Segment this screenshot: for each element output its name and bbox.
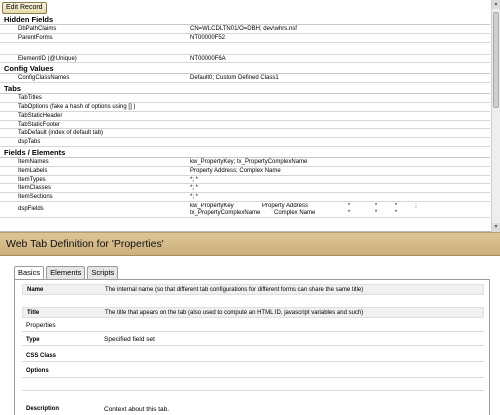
row-value: Property Address; Complex Name <box>190 167 281 174</box>
table-row <box>0 138 490 147</box>
row-value: *; * <box>190 194 199 201</box>
row-label: TabDefault (index of default tab) <box>18 130 104 137</box>
section-header-tabs: Tabs <box>0 83 490 94</box>
row-label: ItemClasses <box>18 185 52 192</box>
type-field-row <box>22 334 484 346</box>
dsp-cell: tx_PropertyComplexName <box>190 209 261 216</box>
table-row <box>0 167 490 176</box>
dsp-cell: * <box>374 202 378 209</box>
dsp-cell: * <box>394 202 398 209</box>
basics-tab-panel <box>14 279 490 415</box>
scroll-thumb[interactable] <box>493 12 499 108</box>
record-table <box>0 14 490 218</box>
title-value[interactable]: Properties <box>26 322 56 329</box>
table-row <box>0 25 490 34</box>
table-row <box>0 103 490 112</box>
section-header-fields-elements: Fields / Elements <box>0 147 490 158</box>
table-row <box>0 74 490 83</box>
description-label: Description <box>26 406 60 412</box>
options-spacer-row <box>22 379 484 391</box>
row-label: TabTitles <box>18 95 42 102</box>
row-label: TabStaticFooter <box>18 121 61 128</box>
dsp-cell: ; <box>415 202 417 209</box>
tab-bar <box>14 266 120 279</box>
name-help-text: The internal name (so that different tab configurations for different forms can share the same title) <box>105 286 364 293</box>
row-label: ConfigClassNames <box>18 75 70 82</box>
dsp-cell: * <box>347 202 351 209</box>
dsp-cell: * <box>374 209 378 216</box>
dsp-cell: * <box>394 209 398 216</box>
table-row <box>0 158 490 167</box>
type-label: Type <box>26 336 40 343</box>
dspfields-line <box>190 203 490 210</box>
row-value: NT00000F52 <box>190 34 226 41</box>
row-value <box>190 121 490 129</box>
row-value: kw_PropertyKey; tx_PropertyComplexName <box>190 158 308 165</box>
row-value <box>190 94 490 102</box>
dsp-cell <box>406 210 426 217</box>
row-label: ItemNames <box>18 158 49 165</box>
title-value-row <box>22 320 484 332</box>
row-label: ItemTypes <box>18 176 46 183</box>
row-value: NT00000F6A <box>190 55 226 62</box>
title-label: Title <box>27 309 40 316</box>
row-value: *; * <box>190 185 199 192</box>
row-label: dspFields <box>18 205 44 212</box>
table-row-spacer <box>0 43 490 55</box>
name-field-row <box>22 284 484 295</box>
row-label: TabOptions (fake a hash of options using [] ) <box>18 103 136 110</box>
row-label: dspTabs <box>18 139 41 146</box>
description-field-row <box>22 404 484 414</box>
dspfields-line <box>190 210 490 217</box>
table-row <box>0 129 490 138</box>
table-row <box>0 55 490 64</box>
tab-scripts[interactable]: Scripts <box>87 266 118 279</box>
type-value[interactable]: Specified field set <box>104 336 155 343</box>
dsp-cell: * <box>347 209 351 216</box>
row-label: ItemSections <box>18 194 53 201</box>
table-row <box>0 34 490 43</box>
dsp-cell: Complex Name <box>274 209 316 216</box>
edit-record-button[interactable]: Edit Record <box>2 2 47 14</box>
tab-basics[interactable]: Basics <box>14 266 44 279</box>
row-value: Default0; Custom Defined Class1 <box>190 75 279 82</box>
row-label: ElementID (@Unique) <box>18 55 77 62</box>
section-header-config-values: Config Values <box>0 63 490 74</box>
options-label: Options <box>26 367 49 374</box>
table-row <box>0 121 490 130</box>
table-row <box>0 94 490 103</box>
row-label: ParentForms <box>18 34 53 41</box>
row-value <box>190 103 490 111</box>
css-class-field-row <box>22 350 484 362</box>
record-panel-scrollbar[interactable] <box>491 0 500 232</box>
title-help-text: The title that apears on the tab (also used to compute an HTML ID, javascript variables and such) <box>105 309 364 316</box>
description-value[interactable]: Context about this tab. <box>104 405 170 413</box>
row-label: ItemLabels <box>18 167 48 174</box>
tab-elements[interactable]: Elements <box>46 266 85 279</box>
row-value: *; * <box>190 176 199 183</box>
title-field-row <box>22 307 484 318</box>
table-row <box>0 176 490 185</box>
dsp-cell: kw_PropertyKey <box>190 202 234 209</box>
table-row <box>0 112 490 121</box>
dsp-cell: Property Address <box>262 202 309 209</box>
row-value <box>190 138 490 146</box>
page-title: Web Tab Definition for 'Properties' <box>0 232 500 256</box>
css-class-label: CSS Class <box>26 352 57 359</box>
scroll-down-arrow-icon[interactable]: ▼ <box>493 224 499 230</box>
scroll-up-arrow-icon[interactable]: ▲ <box>493 1 499 7</box>
dspfields-value <box>190 203 490 217</box>
row-label: DbPathClaims <box>18 26 57 32</box>
row-value: CN=WLCDLTN01/O=DBH; dev\whrs.nsf <box>190 26 297 32</box>
table-row <box>0 193 490 202</box>
table-row-dspfields <box>0 202 490 218</box>
section-header-hidden-fields: Hidden Fields <box>0 14 490 25</box>
name-label: Name <box>27 286 44 293</box>
options-field-row <box>22 364 484 378</box>
table-row <box>0 184 490 193</box>
row-value <box>190 129 490 137</box>
row-value <box>190 112 490 120</box>
row-label: TabStaticHeader <box>18 112 63 119</box>
